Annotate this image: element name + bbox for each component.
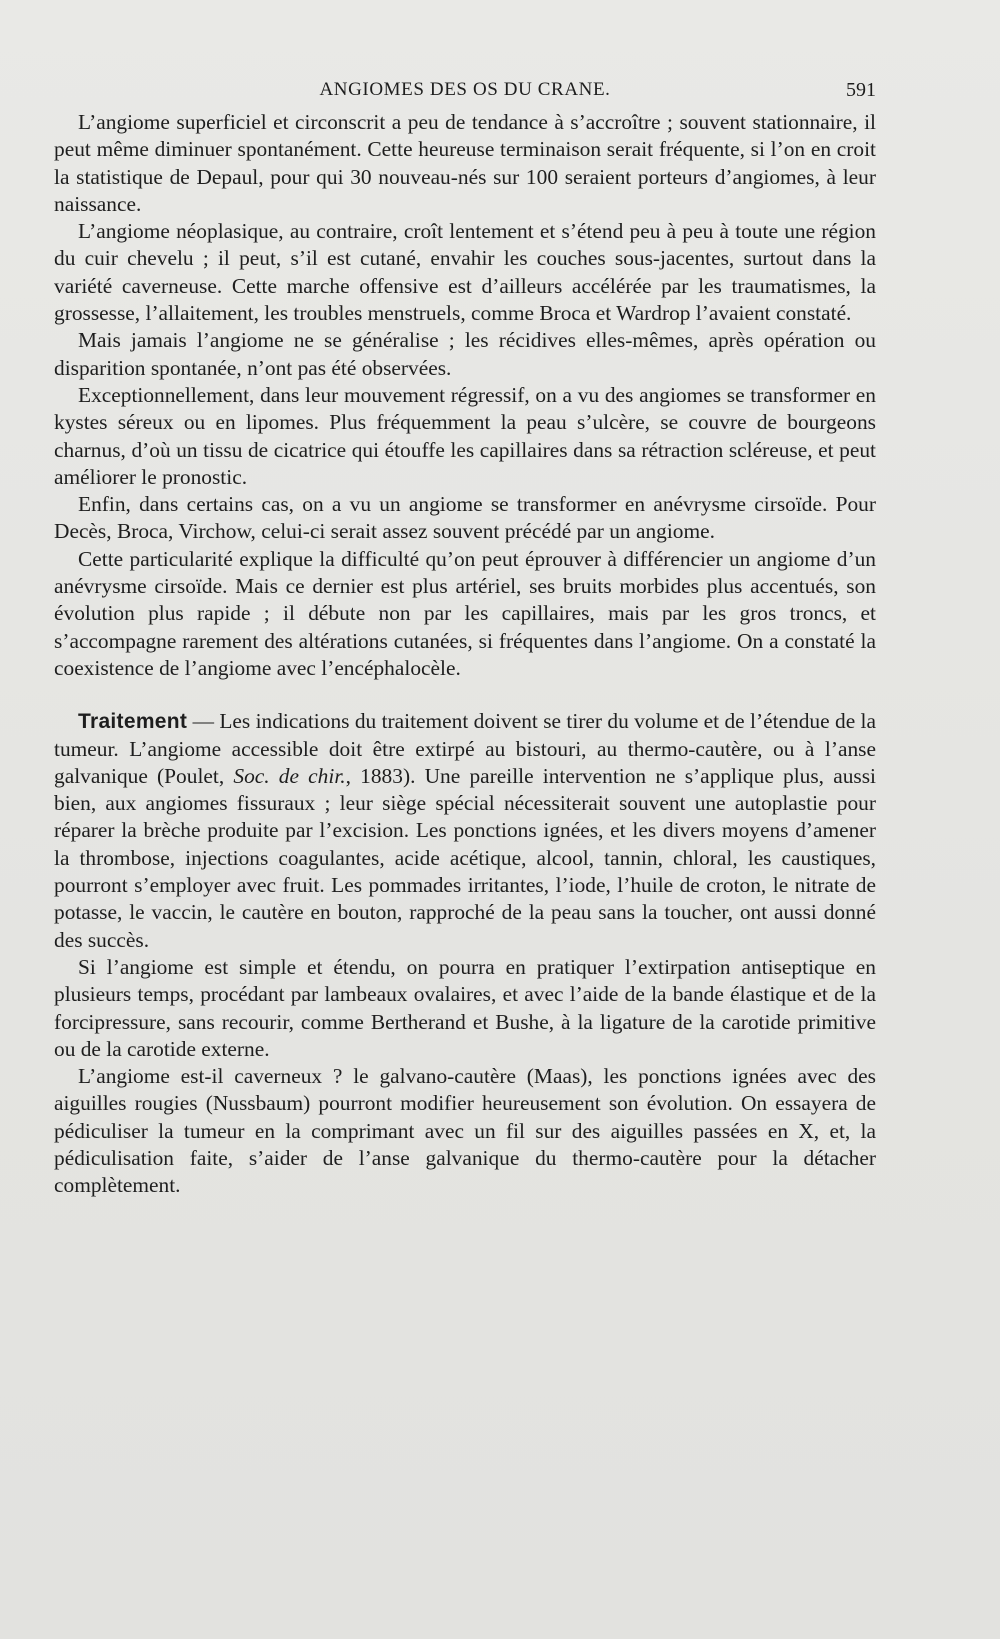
page-header (54, 76, 876, 104)
heading-dash: — (187, 709, 220, 734)
treatment-intro: Les indications du traitement doivent se tirer du volume et de l’étendue de la tumeur. L’angiome accessible doit être extirpé au bistouri, au thermo-cautère, ou à l’anse galvanique (Poulet, (54, 709, 876, 788)
citation: Soc. de chir. (233, 763, 346, 788)
body-text (54, 109, 876, 1200)
section-heading-traitement: Traitement (78, 710, 188, 734)
section-spacer (54, 682, 876, 708)
paragraph: Exceptionnellement, dans leur mouvement régressif, on a vu des angiomes se transformer en kystes séreux ou en lipomes. Plus fréquemment la peau s’ulcère, se couvre de bourgeons charnus, d’où un tissu de cicatrice qui étouffe les capillaires dans sa rétraction scléreuse, et peut améliorer le pronostic. (54, 382, 876, 489)
paragraph: L’angiome est-il caverneux ? le galvano-cautère (Maas), les ponctions ignées avec des aiguilles rougies (Nussbaum) pourront modifier heureusement son évolution. On essayera de pédiculiser la tumeur en la comprimant avec un fil sur des aiguilles passées en X, et, la pédiculisation faite, s’aider de l’anse galvanique du thermo-cautère pour la détacher complètement. (54, 1064, 876, 1198)
running-title: ANGIOMES DES OS DU CRANE. (319, 79, 611, 100)
paragraph: Si l’angiome est simple et étendu, on pourra en pratiquer l’extirpation antiseptique en plusieurs temps, procédant par lambeaux ovalaires, et avec l’aide de la bande élastique et de la forcipressure, sans recourir, comme Bertherand et Bushe, à la ligature de la carotide primitive ou de la carotide externe. (54, 954, 876, 1061)
treatment-paragraph (54, 708, 876, 954)
paragraph: Cette particularité explique la difficulté qu’on peut éprouver à différencier un angiome d’un anévrysme cirsoïde. Mais ce dernier est plus artériel, ses bruits morbides plus accentués, son évolution plus rapide ; il débute non par les capillaires, mais par les gros troncs, et s’accompagne rarement des altérations cutanées, si fréquentes dans l’angiome. On a constaté la coexistence de l’angiome avec l’encéphalocèle. (54, 546, 876, 680)
treatment-rest: , 1883). Une pareille intervention ne s’applique plus, aussi bien, aux angiomes fissuraux ; leur siège spécial nécessiterait souvent une autoplastie pour réparer la brèche produite par l’excision. Les ponctions ignées, et les divers moyens d’amener la thrombose, injections coagulantes, acide acétique, alcool, tannin, chloral, les caustiques, pourront s’employer avec fruit. Les pommades irritantes, l’iode, l’huile de croton, le nitrate de potasse, le vaccin, le cautère en bouton, rapproché de la peau sans la toucher, ont aussi donné des succès. (54, 763, 876, 952)
paragraph: Enfin, dans certains cas, on a vu un angiome se transformer en anévrysme cirsoïde. Pour Decès, Broca, Virchow, celui-ci serait assez souvent précédé par un angiome. (54, 492, 876, 544)
paragraph: Mais jamais l’angiome ne se généralise ; les récidives elles-mêmes, après opération ou disparition spontanée, n’ont pas été observées. (54, 328, 876, 380)
page-number: 591 (846, 79, 876, 101)
paragraph: L’angiome néoplasique, au contraire, croît lentement et s’étend peu à peu à toute une région du cuir chevelu ; il peut, s’il est cutané, envahir les couches sous-jacentes, surtout dans la variété caverneuse. Cette marche offensive est d’ailleurs accélérée par les traumatismes, la grossesse, l’allaitement, les troubles menstruels, comme Broca et Wardrop l’avaient constaté. (54, 219, 876, 326)
paragraph: L’angiome superficiel et circonscrit a peu de tendance à s’accroître ; souvent stationnaire, il peut même diminuer spontanément. Cette heureuse terminaison serait fréquente, si l’on en croit la statistique de Depaul, pour qui 30 nouveau-nés sur 100 seraient porteurs d’angiomes, à leur naissance. (54, 110, 876, 216)
